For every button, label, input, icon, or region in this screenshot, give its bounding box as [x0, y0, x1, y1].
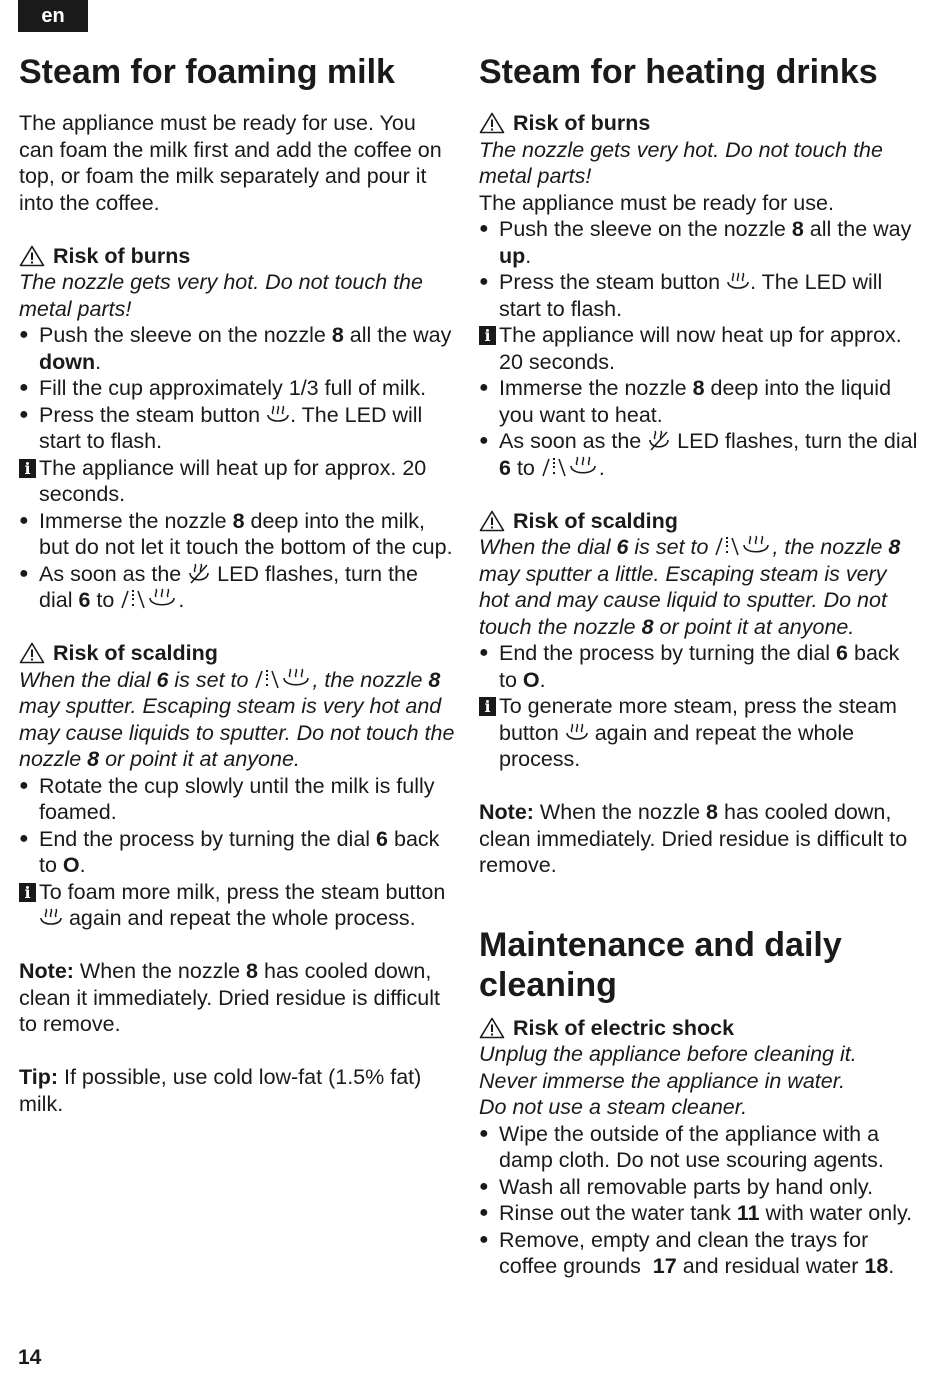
list-item: ● Immerse the nozzle 8 deep into the milk, but do not let it touch the bottom of the cup.: [19, 508, 455, 561]
warning-text: Do not use a steam cleaner.: [479, 1095, 748, 1119]
page-number: 14: [18, 1346, 42, 1369]
tip-paragraph: Tip: If possible, use cold low-fat (1.5% fat) milk.: [19, 1065, 422, 1116]
info-icon: i: [479, 326, 496, 345]
list-item: ● Wipe the outside of the appliance with a damp cloth. Do not use scouring agents.: [479, 1121, 919, 1174]
warning-scalding: [479, 508, 919, 535]
language-tab: en: [18, 0, 88, 32]
intro-text: The appliance must be ready for use. You can foam the milk first and add the coffee on top, or foam the milk separately and pour it into the coffee.: [19, 111, 442, 215]
note-paragraph: Note: When the nozzle 8 has cooled down, clean it immediately. Dried residue is difficult to remove.: [19, 959, 441, 1036]
list-item: ● Fill the cup approximately 1/3 full of milk.: [19, 375, 455, 402]
warning-scalding: [19, 640, 455, 667]
steam-button-icon: [726, 272, 750, 292]
warning-text: When the dial 6 is set to , the nozzle 8 may sputter. Escaping steam is very hot and may cause liquids to sputter. Do not touch the nozzle 8 or point it at anyone.: [19, 667, 455, 771]
list-item: ● Wash all removable parts by hand only.: [479, 1174, 919, 1201]
warning-heading: Risk of burns: [53, 243, 191, 268]
warning-text: The nozzle gets very hot. Do not touch the metal parts!: [19, 270, 423, 321]
warning-heading: Risk of burns: [513, 111, 651, 135]
warning-triangle-icon: [479, 112, 505, 134]
warning-triangle-icon: [19, 642, 45, 664]
list-item: ● Press the steam button . The LED will start to flash.: [19, 402, 455, 455]
warning-text: The nozzle gets very hot. Do not touch the metal parts!: [479, 137, 883, 188]
warning-heading: Risk of electric shock: [513, 1015, 735, 1040]
steam-button-icon: [565, 723, 589, 743]
steam-led-icon: [647, 429, 671, 451]
warning-text: When the dial 6 is set to , the nozzle 8 may sputter a little. Escaping steam is very hot and may cause liquid to sputter. Do not touch the nozzle 8 or point it at anyone.: [479, 535, 901, 639]
note-paragraph: Note: When the nozzle 8 has cooled down, clean immediately. Dried residue is difficult to remove.: [479, 800, 908, 877]
dial-steam-position-icon: [254, 668, 312, 690]
section-title-maintenance: Maintenance and daily cleaning: [479, 925, 842, 1004]
warning-electric-shock: [479, 1015, 919, 1042]
steam-button-icon: [39, 908, 63, 928]
dial-steam-position-icon: [714, 535, 772, 557]
steam-button-icon: [266, 405, 290, 425]
steam-led-icon: [187, 562, 211, 584]
list-item: ● End the process by turning the dial 6 back to O.: [479, 640, 919, 693]
list-item: ● Rotate the cup slowly until the milk is fully foamed.: [19, 773, 455, 826]
info-icon: i: [19, 883, 36, 902]
info-note: i The appliance will heat up for approx. 20 seconds.: [19, 455, 455, 508]
section-title-foaming: Steam for foaming milk: [19, 53, 395, 91]
list-item: ● Push the sleeve on the nozzle 8 all the way up.: [479, 216, 919, 269]
list-item: ● Push the sleeve on the nozzle 8 all the way down.: [19, 322, 455, 375]
left-column: [19, 52, 455, 1117]
dial-steam-position-icon: [541, 456, 599, 478]
list-item: ● As soon as the LED flashes, turn the dial 6 to .: [19, 561, 455, 614]
info-icon: i: [479, 697, 496, 716]
warning-heading: Risk of scalding: [53, 641, 218, 665]
info-note: i The appliance will now heat up for approx. 20 seconds.: [479, 322, 919, 375]
dial-steam-position-icon: [120, 588, 178, 610]
list-item: ● As soon as the LED flashes, turn the dial 6 to .: [479, 428, 919, 481]
warning-triangle-icon: [19, 245, 45, 267]
info-note: i To foam more milk, press the steam button again and repeat the whole process.: [19, 879, 455, 932]
warning-text: Unplug the appliance before cleaning it.: [479, 1042, 857, 1066]
section-title-heating: Steam for heating drinks: [479, 53, 878, 91]
warning-burns: [19, 243, 455, 270]
list-item: ● Remove, empty and clean the trays for coffee grounds 17 and residual water 18.: [479, 1227, 919, 1280]
warning-burns: [479, 110, 919, 137]
list-item: ● End the process by turning the dial 6 back to O.: [19, 826, 455, 879]
info-note: i To generate more steam, press the steam button again and repeat the whole process.: [479, 693, 919, 773]
ready-text: The appliance must be ready for use.: [479, 190, 834, 215]
list-item: ● Immerse the nozzle 8 deep into the liquid you want to heat.: [479, 375, 919, 428]
warning-triangle-icon: [479, 1017, 505, 1039]
right-column: [479, 52, 919, 1280]
list-item: ● Rinse out the water tank 11 with water only.: [479, 1200, 919, 1227]
info-icon: i: [19, 459, 36, 478]
warning-heading: Risk of scalding: [513, 508, 678, 533]
warning-triangle-icon: [479, 510, 505, 532]
list-item: ● Press the steam button . The LED will start to flash.: [479, 269, 919, 322]
warning-text: Never immerse the appliance in water.: [479, 1068, 846, 1093]
